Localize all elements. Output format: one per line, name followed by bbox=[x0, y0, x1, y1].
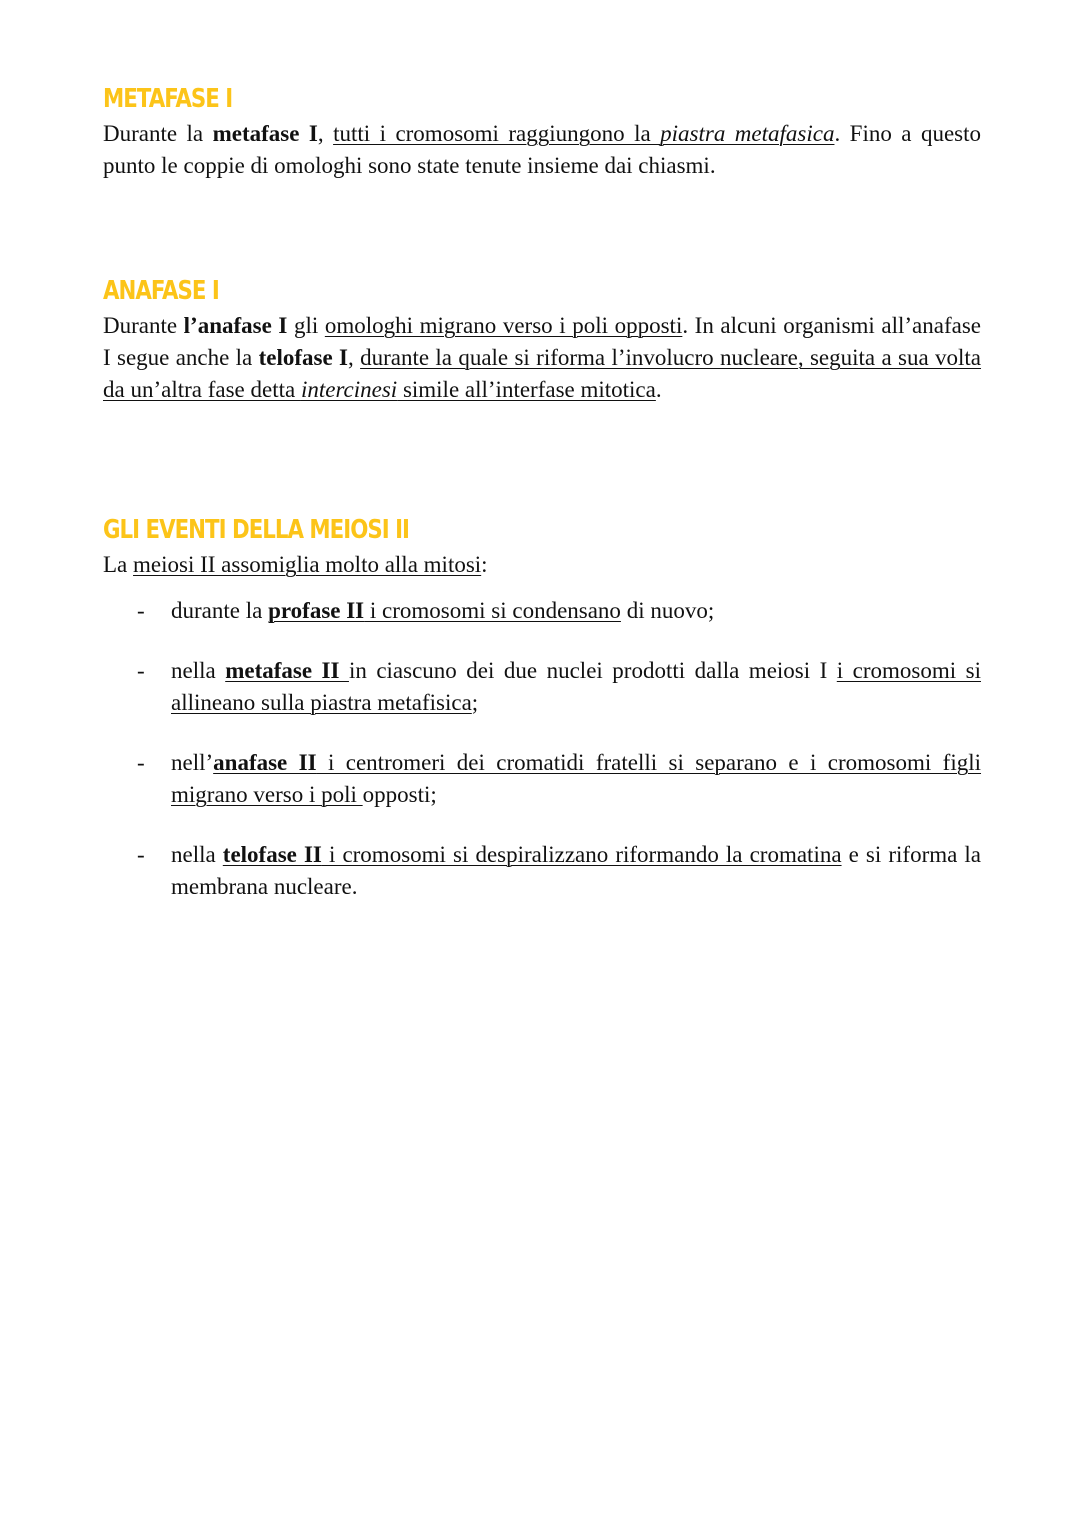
text-run: in ciascuno dei due nuclei prodotti dalla meiosi I bbox=[348, 658, 837, 683]
bold-term-anafase-ii: anafase II bbox=[213, 750, 317, 775]
underlined-text: meiosi II assomiglia molto alla mitosi bbox=[133, 552, 482, 577]
text-run: . Fino a questo punto le coppie di omologhi sono state tenute insieme dai chiasmi. bbox=[103, 121, 982, 178]
paragraph-anafase-i bbox=[103, 310, 981, 406]
section-heading-wrap bbox=[103, 84, 981, 118]
section-heading-wrap bbox=[103, 515, 981, 549]
section-heading-metafase-i: METAFASE I bbox=[103, 84, 233, 114]
text-run: opposti; bbox=[362, 782, 437, 807]
text-run: nella bbox=[171, 658, 226, 683]
bold-term-metafase-ii: metafase II bbox=[225, 658, 349, 683]
paragraph-meiosi-intro bbox=[103, 549, 981, 581]
text-run: . bbox=[655, 377, 662, 402]
list-item-telofase-ii bbox=[103, 839, 981, 903]
italic-underlined-term: piastra metafasica bbox=[660, 121, 835, 146]
text-run: gli bbox=[287, 313, 325, 338]
section-heading-wrap bbox=[103, 276, 981, 310]
underlined-text: omologhi migrano verso i poli opposti bbox=[324, 313, 683, 338]
text-run: , bbox=[348, 345, 361, 370]
list-dash: - bbox=[137, 658, 145, 683]
underlined-text: tutti i cromosomi raggiungono la bbox=[333, 121, 661, 146]
underlined-text: i cromosomi si condensano bbox=[364, 598, 621, 623]
text-run: Durante bbox=[103, 313, 184, 338]
underlined-text: i centromeri dei cromatidi fratelli si separano e i cromosomi figli migrano verso i poli bbox=[171, 750, 982, 807]
bold-term-telofase-i: telofase I bbox=[258, 345, 348, 370]
text-run: e si riforma la membrana nucleare. bbox=[171, 842, 982, 899]
text-run: ; bbox=[471, 690, 479, 715]
text-run: di nuovo; bbox=[620, 598, 715, 623]
text-run: , bbox=[317, 121, 334, 146]
text-run: Durante la bbox=[103, 121, 213, 146]
bold-term-anafase-i: l’anafase I bbox=[183, 313, 288, 338]
section-eventi-meiosi-ii bbox=[103, 515, 981, 931]
list-dash: - bbox=[137, 842, 145, 867]
section-metafase-i bbox=[103, 84, 981, 182]
text-run: durante la bbox=[171, 598, 269, 623]
underlined-text: i cromosomi si allineano sulla piastra metafisica bbox=[171, 658, 981, 715]
meiosi-phases-list bbox=[103, 595, 981, 903]
list-item-profase-ii bbox=[103, 595, 981, 627]
underlined-text: durante la quale si riforma l’involucro nucleare, seguita a sua volta da un’altra fase detta bbox=[103, 345, 982, 402]
section-heading-anafase-i: ANAFASE I bbox=[103, 276, 219, 306]
text-run: : bbox=[481, 552, 488, 577]
italic-underlined-term: intercinesi bbox=[300, 377, 398, 402]
text-run: . In alcuni organismi all’anafase I segue anche la bbox=[103, 313, 981, 370]
list-item-metafase-ii bbox=[103, 655, 981, 719]
paragraph-metafase-i bbox=[103, 118, 981, 182]
list-dash: - bbox=[137, 598, 145, 623]
bold-term-telofase-ii: telofase II bbox=[222, 842, 322, 867]
list-dash: - bbox=[137, 750, 145, 775]
text-run: nella bbox=[171, 842, 223, 867]
list-item-anafase-ii bbox=[103, 747, 981, 811]
underlined-text: simile all’interfase mitotica bbox=[397, 377, 656, 402]
bold-term-metafase-i: metafase I bbox=[212, 121, 318, 146]
section-heading-meiosi-ii: GLI EVENTI DELLA MEIOSI II bbox=[103, 515, 410, 545]
section-anafase-i bbox=[103, 276, 981, 406]
underlined-text: i cromosomi si despiralizzano riformando la cromatina bbox=[321, 842, 842, 867]
text-run: nell’ bbox=[171, 750, 214, 775]
text-run: La bbox=[103, 552, 134, 577]
bold-term-profase-ii: profase II bbox=[268, 598, 365, 623]
